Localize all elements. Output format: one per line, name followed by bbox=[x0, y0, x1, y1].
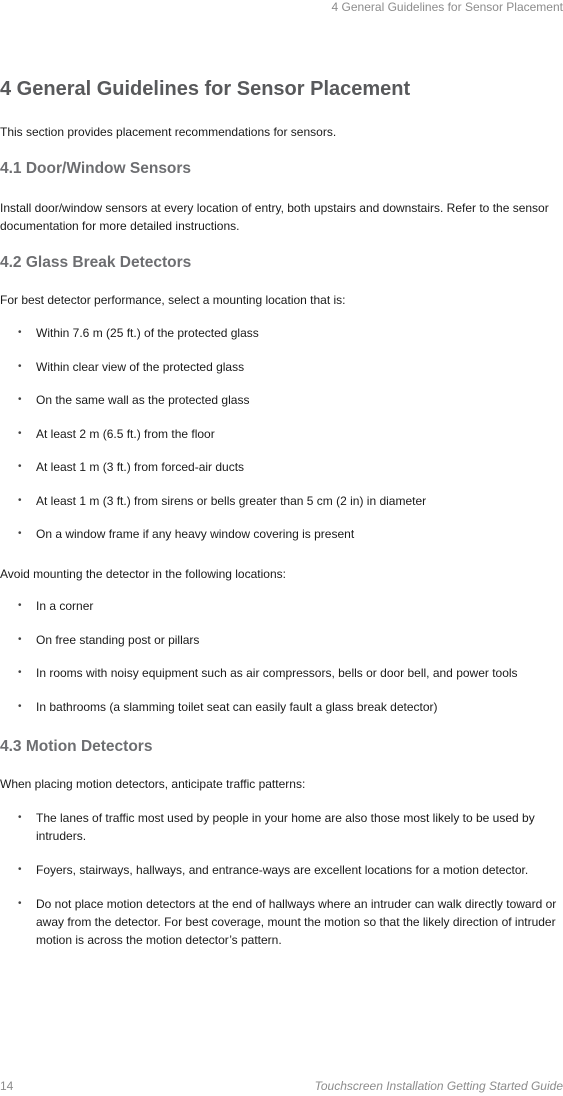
section-title-glass-break: 4.2 Glass Break Detectors bbox=[0, 254, 192, 271]
list-item-text: Within clear view of the protected glass bbox=[36, 360, 245, 374]
bullet-icon: • bbox=[18, 528, 22, 539]
list-item-text: At least 1 m (3 ft.) from forced-air ducts bbox=[36, 460, 245, 474]
bullet-icon: • bbox=[18, 428, 22, 439]
list-item-text: On a window frame if any heavy window covering is present bbox=[36, 527, 355, 541]
bullet-icon: • bbox=[18, 461, 22, 472]
footer-page-number: 14 bbox=[0, 1079, 14, 1093]
motion-lead: When placing motion detectors, anticipate traffic patterns: bbox=[0, 777, 306, 791]
list-item-text: In a corner bbox=[36, 599, 94, 613]
avoid-lead: Avoid mounting the detector in the following locations: bbox=[0, 567, 286, 581]
bullet-icon: • bbox=[18, 600, 22, 611]
list-item-text: In rooms with noisy equipment such as air compressors, bells or door bell, and power tools bbox=[36, 666, 518, 680]
intro-paragraph: This section provides placement recommendations for sensors. bbox=[0, 125, 337, 139]
bullet-icon: • bbox=[18, 812, 22, 823]
bullet-icon: • bbox=[18, 898, 22, 909]
bullet-icon: • bbox=[18, 495, 22, 506]
bullet-icon: • bbox=[18, 634, 22, 645]
section-title-door-window: 4.1 Door/Window Sensors bbox=[0, 160, 192, 177]
section-title-motion: 4.3 Motion Detectors bbox=[0, 738, 153, 755]
running-header: 4 General Guidelines for Sensor Placement bbox=[331, 0, 563, 14]
bullet-icon: • bbox=[18, 701, 22, 712]
list-item-text: Do not place motion detectors at the end of hallways where an intruder can walk directly toward or away from the detector. For best coverage, mount the motion so that the likely direction of intruder motion is across the motion detector’s pattern. bbox=[36, 897, 557, 947]
list-item-text: The lanes of traffic most used by people in your home are also those most likely to be used by intruders. bbox=[36, 811, 535, 843]
door-window-paragraph: Install door/window sensors at every location of entry, both upstairs and downstairs. Refer to the sensor documentation for more detailed instructions. bbox=[0, 201, 549, 233]
list-item-text: On free standing post or pillars bbox=[36, 633, 200, 647]
page-title: 4 General Guidelines for Sensor Placement bbox=[0, 78, 411, 100]
list-item-text: At least 1 m (3 ft.) from sirens or bells greater than 5 cm (2 in) in diameter bbox=[36, 494, 427, 508]
glass-break-lead: For best detector performance, select a mounting location that is: bbox=[0, 293, 346, 307]
footer-document-title: Touchscreen Installation Getting Started Guide bbox=[314, 1079, 563, 1093]
bullet-icon: • bbox=[18, 394, 22, 405]
list-item-text: On the same wall as the protected glass bbox=[36, 393, 250, 407]
list-item-text: Within 7.6 m (25 ft.) of the protected glass bbox=[36, 326, 259, 340]
list-item-text: In bathrooms (a slamming toilet seat can easily fault a glass break detector) bbox=[36, 700, 438, 714]
list-item-text: Foyers, stairways, hallways, and entrance-ways are excellent locations for a motion detector. bbox=[36, 863, 529, 877]
list-item-text: At least 2 m (6.5 ft.) from the floor bbox=[36, 427, 215, 441]
bullet-icon: • bbox=[18, 667, 22, 678]
bullet-icon: • bbox=[18, 327, 22, 338]
bullet-icon: • bbox=[18, 864, 22, 875]
bullet-icon: • bbox=[18, 361, 22, 372]
